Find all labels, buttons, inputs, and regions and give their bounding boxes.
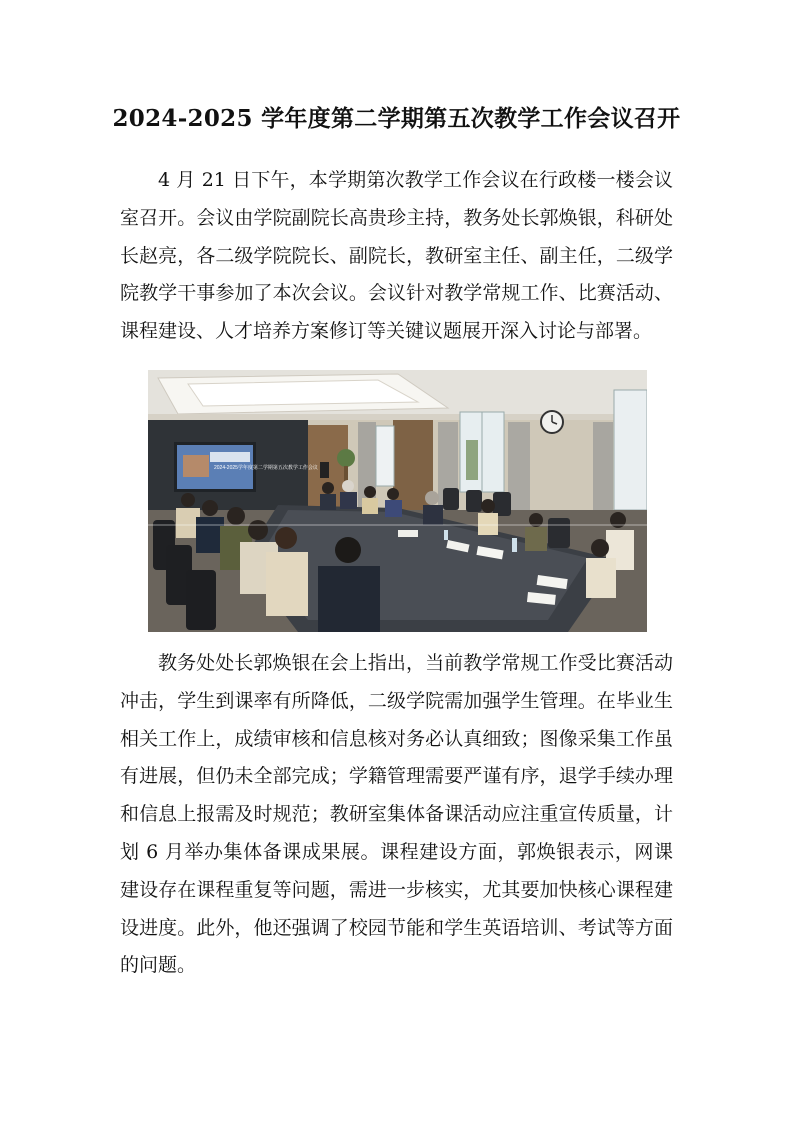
meeting-photo <box>148 370 647 632</box>
screen-caption: 2024-2025学年度第二学期第五次教学工作会议 <box>214 465 318 471</box>
page-title: 2024-2025 学年度第二学期第五次教学工作会议召开 <box>112 105 681 132</box>
paragraph-speech: 教务处处长郭焕银在会上指出，当前教学常规工作受比赛活动冲击，学生到课率有所降低，二级学院需加强学生管理。在毕业生相关工作上，成绩审核和信息核对务必认真细致；图像采集工作虽有进展，但仍未全部完成；学籍管理需要严谨有序，退学手续办理和信息上报需及时规范；教研室集体备课活动应注重宣传质量，计划 6 月举办集体备课成果展。课程建设方面，郭焕银表示，网课建设存在课程重复等问题，需进一步核实，尤其要加快核心课程建设进度。此外，他还强调了校园节能和学生英语培训、考试等方面的问题。 <box>120 652 673 977</box>
paragraph-intro: 4 月 21 日下午，本学期第次教学工作会议在行政楼一楼会议室召开。会议由学院副院长高贵珍主持，教务处长郭焕银，科研处长赵亮，各二级学院院长、副院长，教研室主任、副主任，二级学院教学干事参加了本次会议。会议针对教学常规工作、比赛活动、课程建设、人才培养方案修订等关键议题展开深入讨论与部署。 <box>120 169 673 343</box>
